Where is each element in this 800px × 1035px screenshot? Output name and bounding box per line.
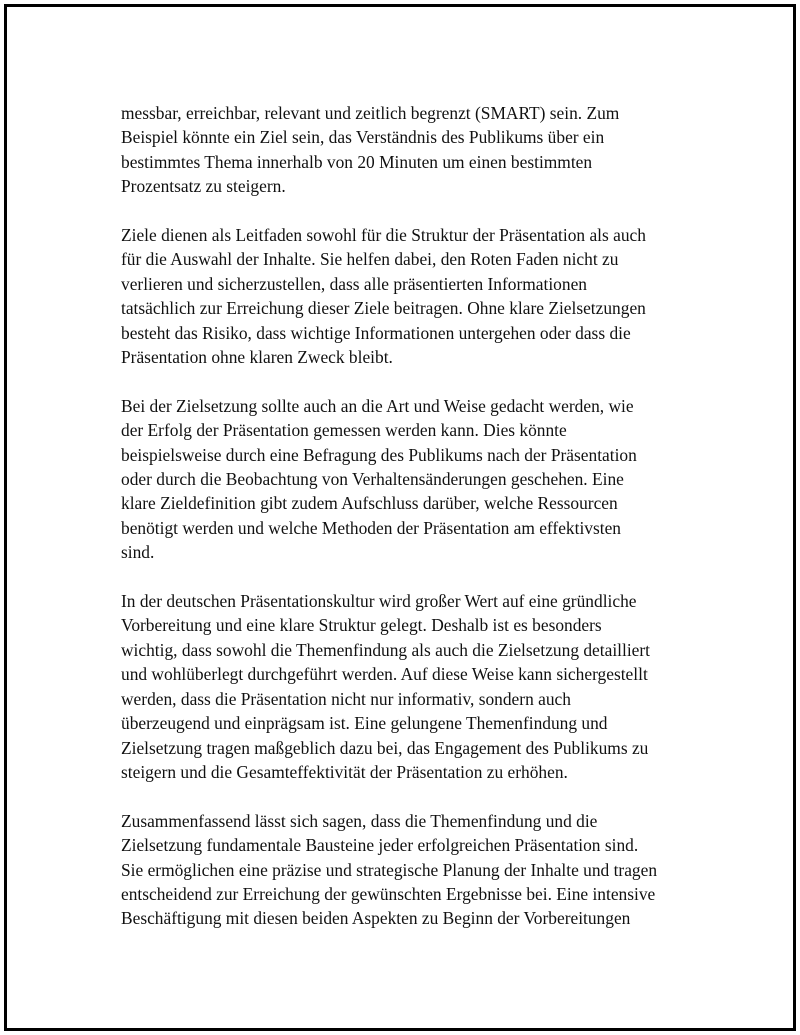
paragraph-smart-goals [121, 101, 701, 199]
text-line: verlieren und sicherzustellen, dass alle präsentierten Informationen [121, 273, 587, 294]
text-line: benötigt werden und welche Methoden der Präsentation am effektivsten [121, 517, 621, 538]
text-line: besteht das Risiko, dass wichtige Informationen untergehen oder dass die [121, 322, 631, 343]
text-line: der Erfolg der Präsentation gemessen werden kann. Dies könnte [121, 420, 567, 441]
text-line: klare Zieldefinition gibt zudem Aufschluss darüber, welche Ressourcen [121, 493, 618, 514]
text-line: Zusammenfassend lässt sich sagen, dass die Themenfindung und die [121, 810, 598, 831]
paragraph-presentation-culture [121, 589, 701, 784]
text-line: Zielsetzung tragen maßgeblich dazu bei, das Engagement des Publikums zu [121, 737, 649, 758]
page-content [121, 101, 701, 955]
text-line: Vorbereitung und eine klare Struktur gelegt. Deshalb ist es besonders [121, 615, 602, 636]
text-line: tatsächlich zur Erreichung dieser Ziele beitragen. Ohne klare Zielsetzungen [121, 298, 646, 319]
text-line: Zielsetzung fundamentale Bausteine jeder erfolgreichen Präsentation sind. [121, 835, 639, 856]
paragraph-goals-guide [121, 223, 701, 369]
text-line: werden, dass die Präsentation nicht nur informativ, sondern auch [121, 688, 571, 709]
text-line: sind. [121, 542, 155, 563]
text-line: Ziele dienen als Leitfaden sowohl für die Struktur der Präsentation als auch [121, 225, 646, 246]
text-line: wichtig, dass sowohl die Themenfindung als auch die Zielsetzung detailliert [121, 639, 650, 660]
paragraph-measuring-success [121, 394, 701, 565]
text-line: bestimmtes Thema innerhalb von 20 Minuten um einen bestimmten [121, 151, 593, 172]
text-line: beispielsweise durch eine Befragung des Publikums nach der Präsentation [121, 444, 637, 465]
text-line: überzeugend und einprägsam ist. Eine gelungene Themenfindung und [121, 713, 608, 734]
text-line: Bei der Zielsetzung sollte auch an die Art und Weise gedacht werden, wie [121, 395, 634, 416]
text-line: Beschäftigung mit diesen beiden Aspekten zu Beginn der Vorbereitungen [121, 908, 631, 929]
text-line: Prozentsatz zu steigern. [121, 176, 286, 197]
text-line: entscheidend zur Erreichung der gewünschten Ergebnisse bei. Eine intensive [121, 883, 656, 904]
text-line: für die Auswahl der Inhalte. Sie helfen dabei, den Roten Faden nicht zu [121, 249, 619, 270]
page-frame [4, 4, 796, 1031]
text-line: Sie ermöglichen eine präzise und strategische Planung der Inhalte und tragen [121, 859, 658, 880]
paragraph-summary [121, 809, 701, 931]
text-line: Beispiel könnte ein Ziel sein, das Verständnis des Publikums über ein [121, 127, 605, 148]
text-line: und wohlüberlegt durchgeführt werden. Auf diese Weise kann sichergestellt [121, 664, 648, 685]
text-line: Präsentation ohne klaren Zweck bleibt. [121, 347, 393, 368]
text-line: messbar, erreichbar, relevant und zeitlich begrenzt (SMART) sein. Zum [121, 103, 620, 123]
text-line: In der deutschen Präsentationskultur wird großer Wert auf eine gründliche [121, 591, 637, 612]
text-line: oder durch die Beobachtung von Verhaltensänderungen geschehen. Eine [121, 469, 624, 490]
text-line: steigern und die Gesamteffektivität der Präsentation zu erhöhen. [121, 761, 568, 782]
